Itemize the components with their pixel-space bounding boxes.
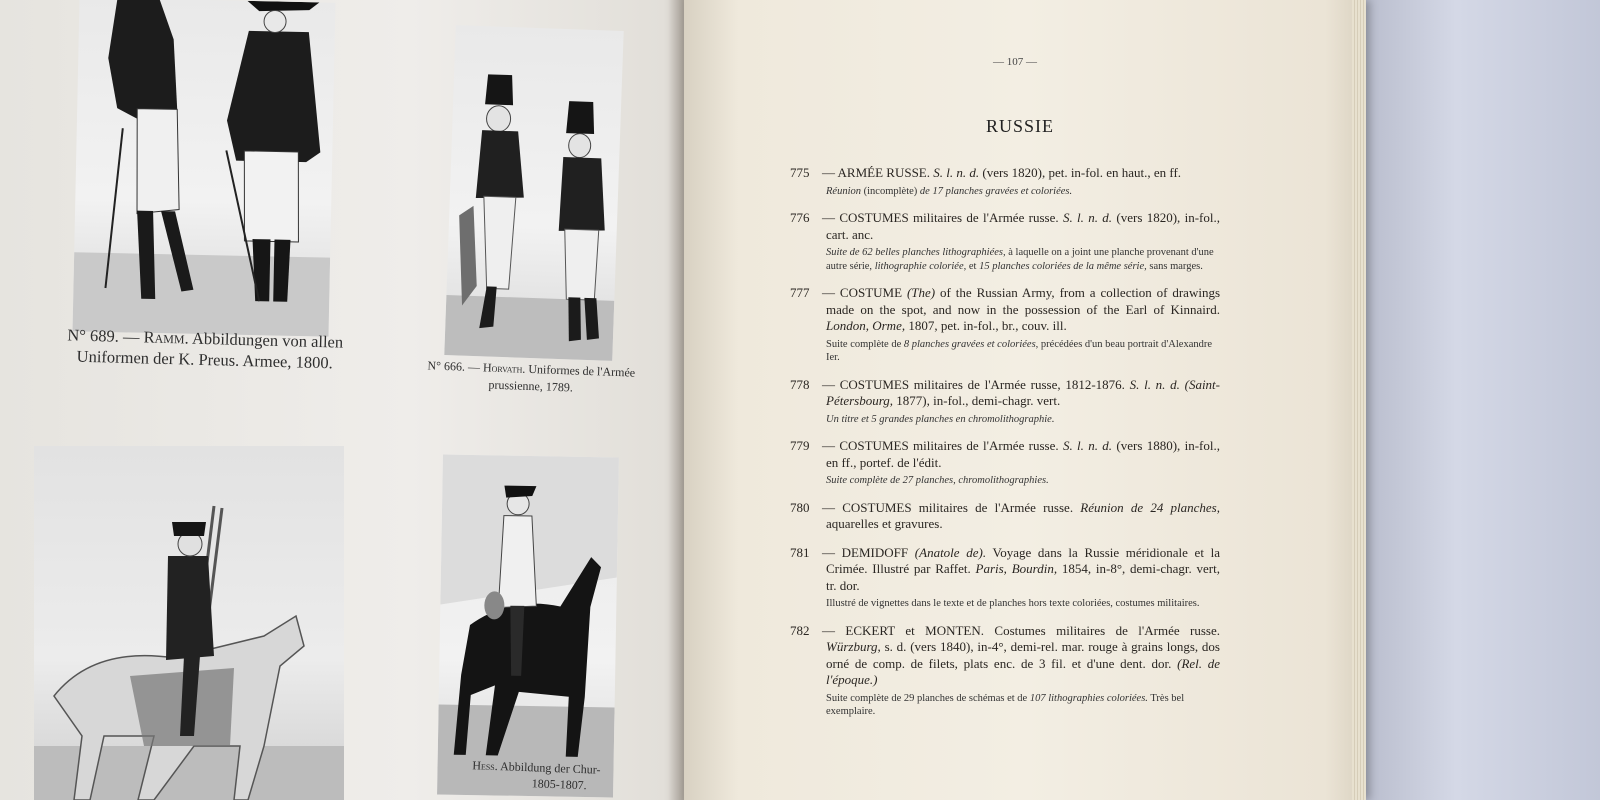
- entry-description: — COSTUMES militaires de l'Armée russe. S. l. n. d. (vers 1880), in-fol., en ff., portef. de l'édit.: [822, 438, 1220, 470]
- entry-description: — DEMIDOFF (Anatole de). Voyage dans la Russie méridionale et la Crimée. Illustré par Raffet. Paris, Bourdin, 1854, in-8°, demi-chagr. vert, tr. dor.: [822, 544, 1220, 593]
- plate-lancer-on-horse-image: [34, 446, 344, 800]
- caption-text: Abbildungen von allen Uniformen der K. Preus. Armee, 1800.: [76, 328, 344, 373]
- entry-description: — ECKERT et MONTEN. Costumes militaires de l'Armée russe. Würzburg, s. d. (vers 1840), in-4°, demi-rel. mar. rouge à grains longs, dos orné de comp. de filets, plats enc. de 3 fil. et d'une dent. dor. (Rel. de l'époque.): [822, 622, 1221, 687]
- caption-author: Horvath.: [482, 360, 526, 376]
- catalogue-entry: [790, 545, 1220, 611]
- caption-number: N° 689.: [67, 325, 120, 346]
- entry-description: — ARMÉE RUSSE. S. l. n. d. (vers 1820), pet. in-fol. en haut., en ff.: [822, 165, 1182, 180]
- entry-number: 776: [790, 210, 810, 225]
- catalogue-entries: [790, 165, 1220, 719]
- catalogue-entry: [790, 165, 1220, 198]
- entry-note: Réunion (incomplète) de 17 planches gravées et coloriées.: [826, 185, 1073, 197]
- entry-note: Suite de 62 belles planches lithographiées, à laquelle on a joint une planche provenant d'une autre série, lithographie coloriée, et 15 planches coloriées de la même série, sans marges.: [826, 247, 1214, 272]
- entry-number: 780: [790, 499, 810, 515]
- plate-officers-image: [73, 0, 336, 337]
- entry-note: Suite complète de 29 planches de schémas et de 107 lithographies coloriées. Très bel exemplaire.: [826, 692, 1185, 717]
- page-edges: [1352, 0, 1366, 800]
- entry-note: Suite complète de 8 planches gravées et coloriées, précédées d'un beau portrait d'Alexandre Ier.: [826, 338, 1213, 363]
- catalogue-entry: [790, 500, 1220, 533]
- entry-description: — COSTUMES militaires de l'Armée russe, 1812-1876. S. l. n. d. (Saint-Pétersbourg, 1877), in-fol., demi-chagr. vert.: [822, 376, 1220, 408]
- entry-number: 778: [790, 376, 810, 392]
- entry-description: — COSTUMES militaires de l'Armée russe. Réunion de 24 planches, aquarelles et gravures.: [822, 499, 1220, 531]
- plate-hussars-image: [444, 25, 623, 361]
- background-fabric: [1360, 0, 1600, 800]
- entry-note: Suite complète de 27 planches, chromolithographies.: [826, 475, 1049, 486]
- entry-note: Un titre et 5 grandes planches en chromolithographie.: [826, 413, 1055, 425]
- plate-caption-hess: [471, 757, 632, 795]
- catalogue-entry: [790, 438, 1220, 488]
- plate-rider-on-horse-image: [437, 454, 619, 797]
- catalogue-entry: [790, 377, 1220, 427]
- section-title: RUSSIE: [985, 116, 1054, 136]
- caption-author: Ramm.: [143, 327, 189, 348]
- catalogue-entry: [790, 285, 1220, 365]
- plate-caption-689: N° 689. — Ramm. Abbildungen von allen Uniformen der K. Preus. Armee, 1800.: [67, 325, 344, 373]
- caption-number: N° 666.: [427, 358, 466, 374]
- page-number: — 107 —: [993, 56, 1037, 68]
- entry-number: 777: [790, 285, 810, 300]
- plate-caption-666: N° 666. — Horvath. Uniformes de l'Armée prussienne, 1789.: [427, 358, 636, 395]
- caption-text: Abbildung der Chur-: [499, 759, 601, 777]
- catalogue-entry: [790, 210, 1220, 273]
- entry-description: — COSTUME (The) of the Russian Army, from a collection of drawings made on the spot, and now in the possession of the Earl of Kinnaird. London, Orme, 1807, pet. in-fol., br., couv. ill.: [822, 285, 1221, 333]
- caption-year: 1805-1807.: [531, 776, 587, 793]
- left-page: [0, 0, 684, 800]
- entry-note: Illustré de vignettes dans le texte et de planches hors texte coloriées, costumes militaires.: [826, 598, 1200, 609]
- caption-author: Hess.: [472, 758, 499, 774]
- entry-number: 779: [790, 438, 810, 453]
- entry-number: 782: [790, 622, 810, 638]
- entry-number: 781: [790, 544, 810, 560]
- entry-description: — COSTUMES militaires de l'Armée russe. S. l. n. d. (vers 1820), in-fol., cart. anc.: [822, 210, 1220, 242]
- catalogue-entry: [790, 623, 1220, 719]
- entry-number: 775: [790, 165, 810, 180]
- caption-text: Uniformes de l'Armée prussienne, 1789.: [488, 361, 636, 395]
